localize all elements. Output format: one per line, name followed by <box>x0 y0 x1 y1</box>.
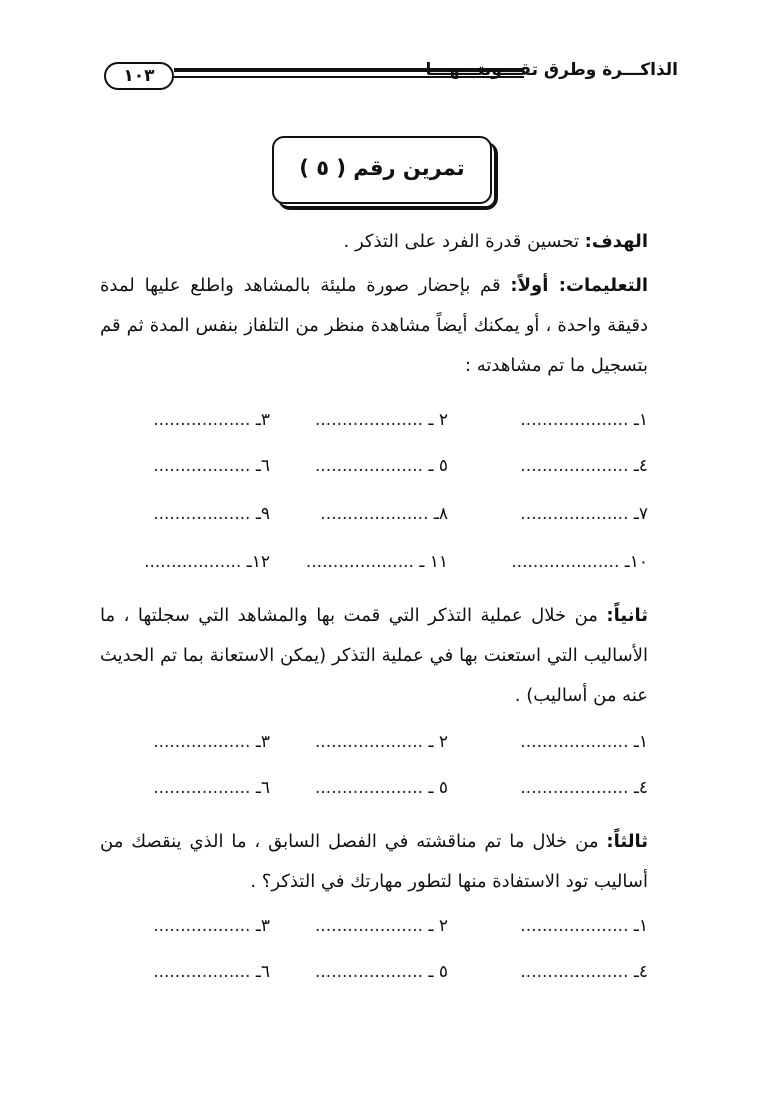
answer-blank[interactable]: ٩ـ .................. <box>153 504 270 524</box>
first-label: أولاً: <box>510 275 559 296</box>
answer-row <box>130 410 648 436</box>
answer-blank[interactable]: ٢ ـ .................... <box>314 732 448 752</box>
answer-blank[interactable]: ١٢ـ .................. <box>144 552 270 572</box>
answer-blank[interactable]: ٨ـ .................... <box>320 504 448 524</box>
second-text: من خلال عملية التذكر التي قمت بها والمشاهد التي سجلتها ، ما الأساليب التي استعنت بها في عملية التذكر (يمكن الاستعانة بما تم الحديث عنه من أساليب) . <box>100 605 648 706</box>
answer-blank[interactable]: ٣ـ .................. <box>153 916 270 936</box>
first-text: قم بإحضار صورة مليئة بالمشاهد واطلع عليها لمدة دقيقة واحدة ، أو يمكنك أيضاً مشاهدة منظر من التلفاز بنفس المدة ثم قم بتسجيل ما تم مشاهدته : <box>100 275 648 376</box>
exercise-title: تمرين رقم ( ٥ ) <box>299 156 465 180</box>
page-number: ١٠٣ <box>104 62 174 90</box>
answer-blank[interactable]: ٤ـ .................... <box>520 456 648 476</box>
goal-text: تحسين قدرة الفرد على التذكر . <box>343 231 585 252</box>
answer-blank[interactable]: ٤ـ .................... <box>520 962 648 982</box>
answer-blank[interactable]: ٥ ـ .................... <box>314 456 448 476</box>
answer-blank[interactable]: ٥ ـ .................... <box>314 778 448 798</box>
answer-blank[interactable]: ٧ـ .................... <box>520 504 648 524</box>
answer-blank[interactable]: ٣ـ .................. <box>153 732 270 752</box>
answer-row <box>130 552 648 578</box>
answer-blank[interactable]: ٣ـ .................. <box>153 410 270 430</box>
answer-blank[interactable]: ٦ـ .................. <box>153 778 270 798</box>
answer-blank[interactable]: ٦ـ .................. <box>153 962 270 982</box>
goal-paragraph <box>100 222 648 262</box>
answer-blank[interactable]: ٤ـ .................... <box>520 778 648 798</box>
answer-row <box>130 504 648 530</box>
answer-row <box>130 962 648 988</box>
second-paragraph <box>100 596 648 716</box>
answer-row <box>130 456 648 482</box>
book-title: الذاكـــرة وطرق تقـــويتـــهـــا <box>425 60 678 80</box>
answer-blank[interactable]: ١ـ .................... <box>520 732 648 752</box>
exercise-title-box <box>272 136 492 204</box>
answer-blank[interactable]: ١١ ـ .................... <box>305 552 448 572</box>
third-text: من خلال ما تم مناقشته في الفصل السابق ، ما الذي ينقصك من أساليب تود الاستفادة منها لتطور مهارتك في التذكر؟ . <box>100 831 648 892</box>
instructions-label: التعليمات: <box>558 275 648 296</box>
answer-row <box>130 778 648 804</box>
answer-blank[interactable]: ٦ـ .................. <box>153 456 270 476</box>
answer-blank[interactable]: ١ـ .................... <box>520 410 648 430</box>
answer-blank[interactable]: ١٠ـ .................... <box>511 552 648 572</box>
answer-blank[interactable]: ٢ ـ .................... <box>314 410 448 430</box>
goal-label: الهدف: <box>584 231 648 252</box>
answer-blank[interactable]: ٥ ـ .................... <box>314 962 448 982</box>
third-label: ثالثاً: <box>606 831 648 852</box>
running-header <box>104 60 678 94</box>
answer-row <box>130 732 648 758</box>
third-paragraph <box>100 822 648 902</box>
answer-blank[interactable]: ١ـ .................... <box>520 916 648 936</box>
answer-row <box>130 916 648 942</box>
instructions-paragraph <box>100 266 648 386</box>
answer-blank[interactable]: ٢ ـ .................... <box>314 916 448 936</box>
second-label: ثانياً: <box>606 605 648 626</box>
